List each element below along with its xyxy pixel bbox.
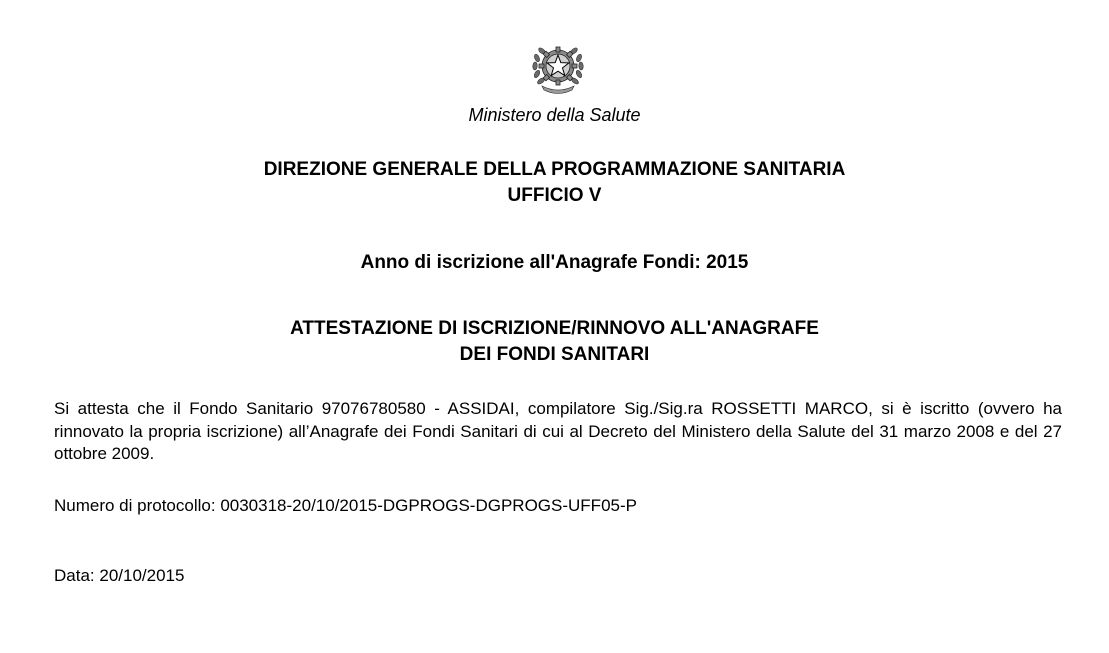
certificate-title-line2: DEI FONDI SANITARI (459, 344, 650, 365)
protocol-label: Numero di protocollo: (54, 496, 216, 515)
directorate-heading (0, 157, 1109, 209)
date-label: Data: (54, 566, 95, 585)
office-title: UFFICIO V (507, 185, 602, 206)
protocol-value: 0030318-20/10/2015-DGPROGS-DGPROGS-UFF05-P (220, 496, 637, 515)
italian-republic-emblem-icon (528, 36, 588, 96)
registration-year-heading (0, 250, 1109, 276)
protocol-number (54, 495, 637, 517)
date-value: 20/10/2015 (99, 566, 185, 585)
certificate-title-line1: ATTESTAZIONE DI ISCRIZIONE/RINNOVO ALL'ANAGRAFE (290, 318, 819, 339)
registration-year-label: Anno di iscrizione all'Anagrafe Fondi: (360, 252, 701, 273)
ministry-name: Ministero della Salute (468, 105, 641, 125)
directorate-title: DIREZIONE GENERALE DELLA PROGRAMMAZIONE SANITARIA (263, 159, 846, 180)
certificate-title (0, 316, 1109, 368)
attestation-paragraph: Si attesta che il Fondo Sanitario 97076780580 - ASSIDAI, compilatore Sig./Sig.ra ROSSETTI MARCO, si è iscritto (ovvero ha rinnovato la propria iscrizione) all’Anagrafe dei Fondi Sanitari di cui al Decreto del Ministero della Salute del 31 marzo 2008 e del 27 ottobre 2009. (54, 399, 1062, 463)
registration-year-value: 2015 (706, 252, 749, 273)
document-date (54, 565, 184, 587)
